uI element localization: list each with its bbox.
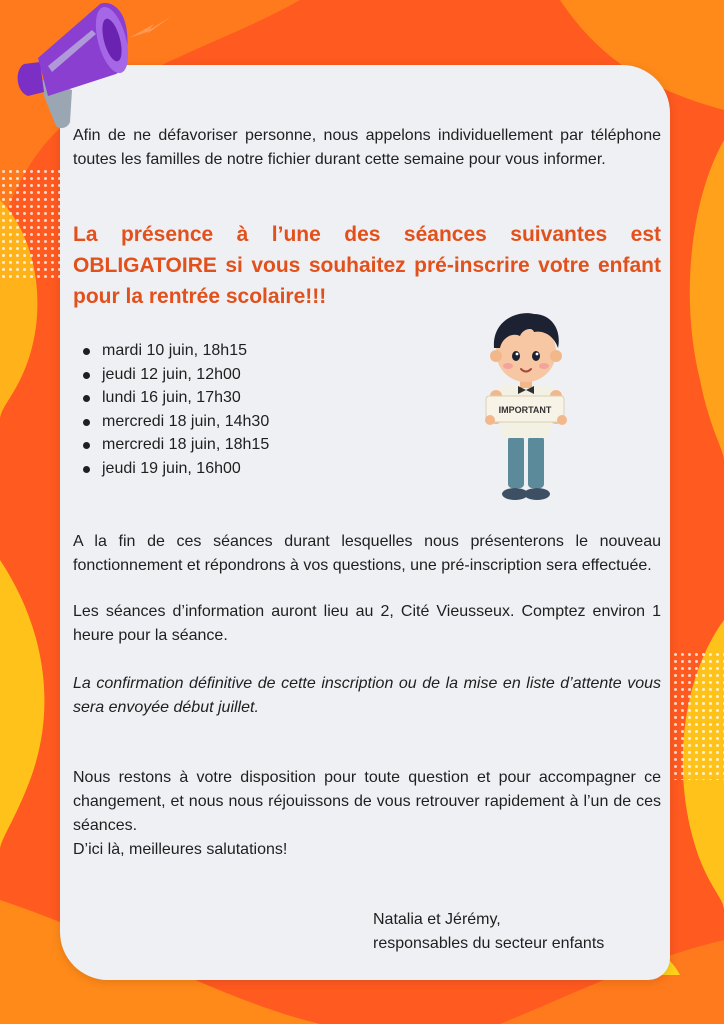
confirmation-paragraph: La confirmation définitive de cette inscription ou de la mise en liste d’attente vous sera envoyée début juillet. [73, 675, 661, 716]
session-item: lundi 16 juin, 17h30 [80, 386, 269, 410]
session-item: jeudi 12 juin, 12h00 [80, 363, 269, 387]
mandatory-headline: La présence à l’une des séances suivantes est OBLIGATOIRE si vous souhaitez pré-inscrire votre enfant pour la rentrée scolaire!!! [73, 223, 661, 308]
signature-block [373, 908, 604, 956]
preinscription-paragraph: A la fin de ces séances durant lesquelles nous présenterons le nouveau fonctionnement et répondrons à vos questions, une pré-inscription sera effectuée. [73, 533, 661, 574]
intro-paragraph: Afin de ne défavoriser personne, nous appelons individuellement par téléphone toutes les familles de notre fichier durant cette semaine pour vous informer. [73, 127, 661, 168]
signature-names: Natalia et Jérémy, [373, 911, 501, 928]
session-item: jeudi 19 juin, 16h00 [80, 457, 269, 481]
session-list [80, 339, 269, 481]
child-illustration [478, 308, 574, 508]
svg-text:IMPORTANT: IMPORTANT [498, 405, 552, 415]
session-item: mercredi 18 juin, 18h15 [80, 433, 269, 457]
closing-paragraph: Nous restons à votre disposition pour toute question et pour accompagner ce changement, et nous nous réjouissons de vous retrouver rapidement à l’un de ces séances. [73, 769, 661, 834]
signature-role: responsables du secteur enfants [373, 935, 605, 952]
session-item: mardi 10 juin, 18h15 [80, 339, 269, 363]
session-item: mercredi 18 juin, 14h30 [80, 410, 269, 434]
location-paragraph: Les séances d’information auront lieu au 2, Cité Vieusseux. Comptez environ 1 heure pour la séance. [73, 603, 661, 644]
megaphone-icon [4, 0, 174, 135]
greeting: D’ici là, meilleures salutations! [73, 841, 288, 858]
lightning-icon [129, 16, 172, 38]
